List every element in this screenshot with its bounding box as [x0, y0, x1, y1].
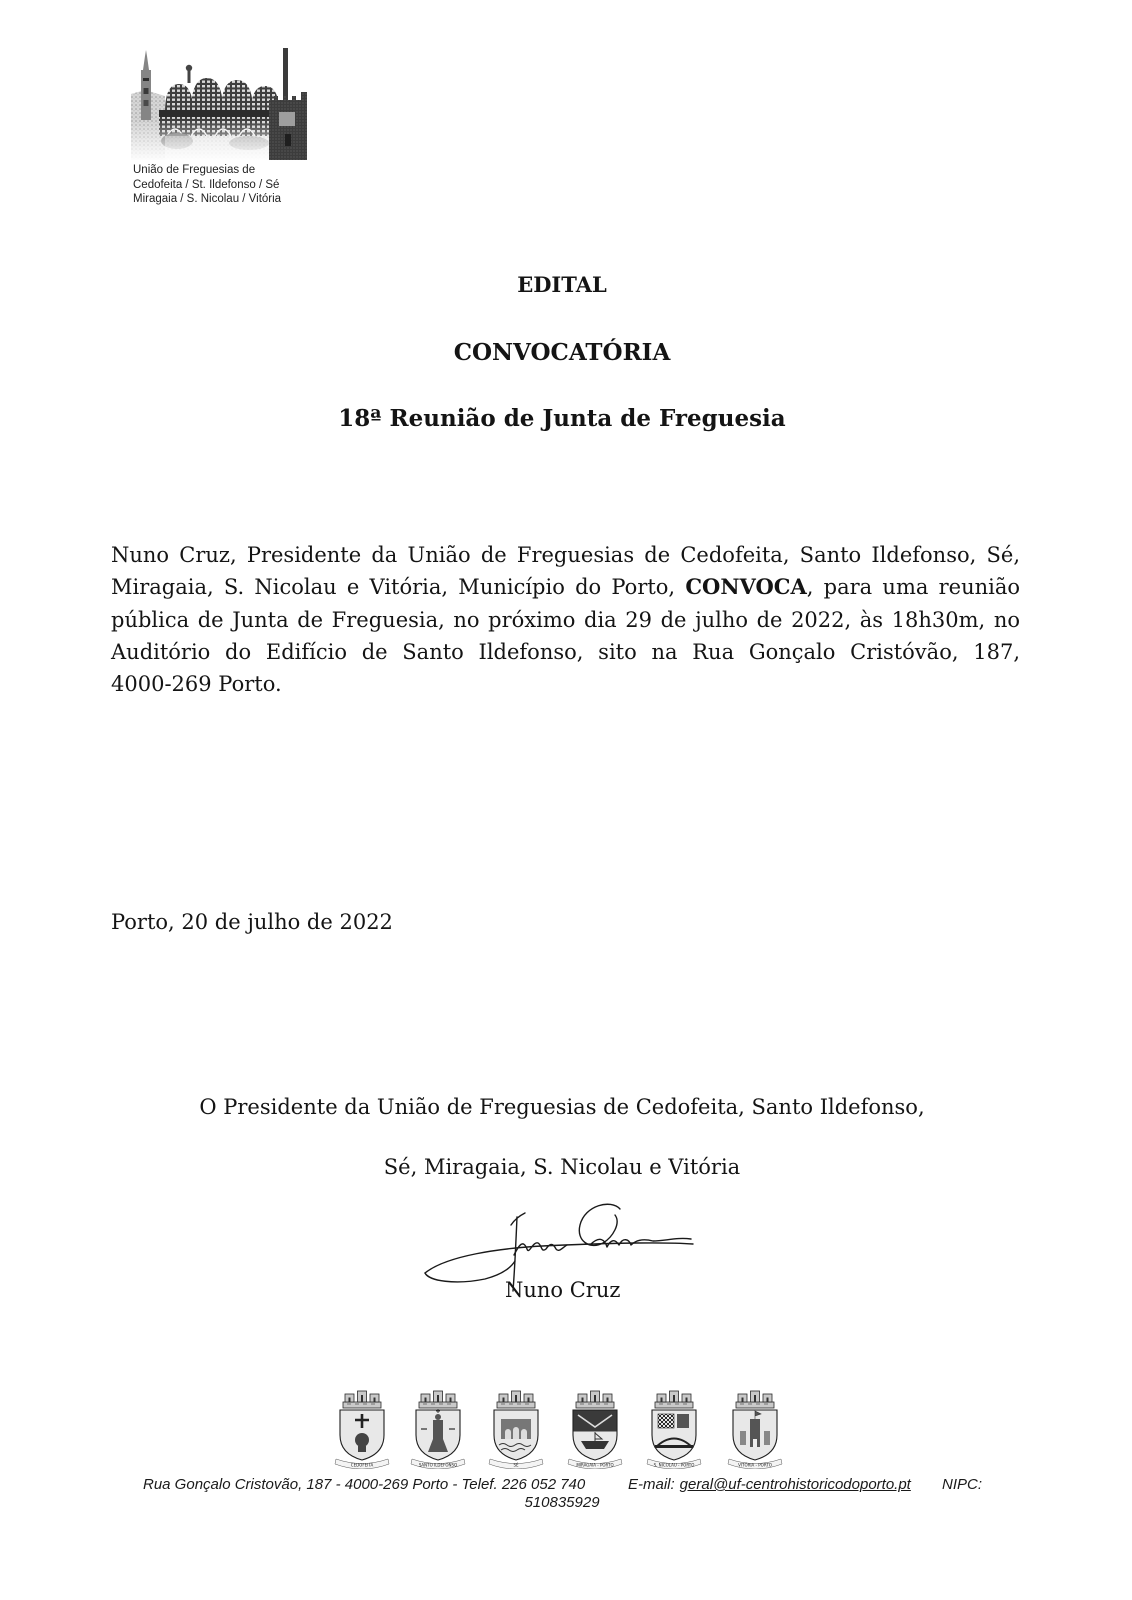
coat-of-arms-cedofeita	[333, 1389, 391, 1469]
convoca-keyword: CONVOCA	[685, 574, 807, 600]
coat-of-arms-se	[487, 1389, 545, 1469]
coat-of-arms-miragaia	[566, 1389, 624, 1469]
coat-of-arms-sao-nicolau	[645, 1389, 703, 1469]
logo-caption-line: União de Freguesias de	[133, 164, 256, 176]
coat-of-arms-santo-ildefonso	[409, 1389, 467, 1469]
nipc-label: NIPC:	[942, 1476, 983, 1493]
signatory-title-line: Sé, Miragaia, S. Nicolau e Vitória	[383, 1155, 741, 1179]
logo-caption-line: Cedofeita / St. Ildefonso / Sé	[133, 178, 280, 191]
mural-crown	[655, 1391, 693, 1408]
seal-label: SANTO ILDEFONSO	[418, 1462, 458, 1468]
document-type-heading: EDITAL	[517, 272, 607, 297]
mural-crown	[576, 1391, 614, 1408]
notice-line	[111, 571, 1020, 603]
email-link[interactable]: geral@uf-centrohistoricodoporto.pt	[679, 1476, 911, 1493]
signatory-title-line: O Presidente da União de Freguesias de Cedofeita, Santo Ildefonso,	[199, 1095, 925, 1119]
notice-text: Miragaia, S. Nicolau e Vitória, Município do Porto,	[111, 575, 686, 600]
seal-label: MIRAGAIA - PORTO	[576, 1462, 614, 1468]
clerigos-tower	[141, 50, 151, 120]
statue	[186, 65, 192, 83]
nipc-value: 510835929	[524, 1494, 600, 1511]
notice-line: Nuno Cruz, Presidente da União de Freguesias de Cedofeita, Santo Ildefonso, Sé,	[111, 543, 1020, 567]
logo-caption	[133, 163, 281, 207]
seal-label: S. NICOLAU - PORTO	[653, 1462, 695, 1468]
notice-paragraph	[111, 539, 1020, 700]
mural-crown	[497, 1391, 535, 1408]
signature-strokes	[425, 1204, 693, 1291]
email-label: E-mail:	[628, 1476, 675, 1493]
notice-line: 4000-269 Porto.	[111, 672, 282, 697]
seal-label: CEDOFEITA	[350, 1462, 374, 1468]
meeting-subtitle: 18ª Reunião de Junta de Freguesia	[338, 405, 786, 432]
notice-line: Auditório do Edifício de Santo Ildefonso, sito na Rua Gonçalo Cristóvão, 187,	[111, 639, 1020, 664]
notice-line: pública de Junta de Freguesia, no próximo dia 29 de julho de 2022, às 18h30m, no	[111, 607, 1020, 632]
right-pole	[283, 48, 288, 104]
logo-caption-line: Miragaia / S. Nicolau / Vitória	[133, 193, 282, 205]
foreground	[131, 120, 269, 160]
coat-of-arms-vitoria	[726, 1389, 784, 1469]
footer-address: Rua Gonçalo Cristovão, 187 - 4000-269 Porto - Telef. 226 052 740	[143, 1476, 586, 1493]
mural-crown	[736, 1391, 774, 1408]
parish-landmarks-logo	[131, 48, 309, 160]
signatory-name: Nuno Cruz	[505, 1278, 621, 1302]
seal-label: VITÓRIA - PORTO	[738, 1462, 772, 1468]
seal-label: SÉ	[513, 1462, 519, 1468]
cathedral	[269, 92, 307, 160]
footer-email-group	[628, 1476, 911, 1494]
mural-crown	[343, 1391, 381, 1408]
document-title: CONVOCATÓRIA	[453, 339, 671, 366]
notice-text: , para uma reunião	[806, 575, 1021, 600]
handwritten-signature	[415, 1195, 700, 1295]
place-and-date: Porto, 20 de julho de 2022	[111, 910, 393, 934]
mural-crown	[419, 1391, 457, 1408]
